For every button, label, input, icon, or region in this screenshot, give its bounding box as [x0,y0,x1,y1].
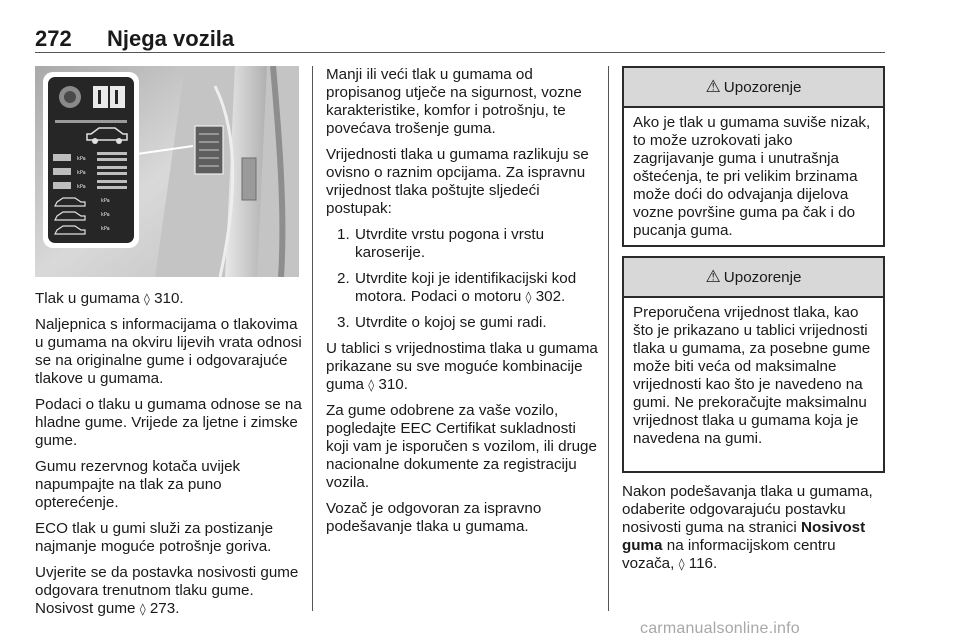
driver-info-page-link[interactable]: 116. [688,555,718,572]
warning-text: Ako je tlak u gumama suviše nizak, to može uzrokovati jako zagrijavanje guma i unutrašnja oštećenja, te pri velikim brzinama može doći do odvajanja dijelova vozne površine guma pa čak i do pucanja guma. [633,114,871,239]
combinations-text: U tablici s vrijednostima tlaka u gumama prikazane su sve moguće kombinacije guma [326,340,598,393]
list-item [326,226,598,262]
cross-reference-icon: ◊ [525,290,532,304]
load-setting-text: Uvjerite se da postavka nosivosti gume odgovara trenutnom tlaku gume. Nosivost gume [35,564,299,617]
procedure-steps [326,226,598,332]
page-number: 272 [35,26,72,51]
warning-header [624,68,883,108]
warning-title: Upozorenje [723,78,802,96]
column-divider-left [312,66,313,611]
step-number: 2. [337,270,350,287]
section-title: Njega vozila [107,26,235,51]
paragraph-driver-responsibility: Vozač je odgovoran za ispravno podešavanje tlaka u gumama. [326,500,542,535]
label-unit-kpa-6: kPa [101,226,110,232]
warning-header [624,258,883,298]
cross-reference-icon: ◊ [368,378,375,392]
engine-data-page-link[interactable]: 302. [535,288,566,305]
column-right-text [622,483,886,581]
tyre-pressure-label-photo [35,66,299,277]
paragraph-cold-tyres: Podaci o tlaku u gumama odnose se na hladne gume. Vrijede za ljetne i zimske gume. [35,396,302,449]
combinations-page-link[interactable]: 310. [378,376,408,393]
door-frame-illustration [35,66,299,277]
label-unit-kpa-1: kPa [77,156,86,162]
paragraph-pressure-values: Vrijednosti tlaka u gumama razlikuju se ovisno o raznim opcijama. Za ispravnu vrijednost tlaka poštujte sljedeći postupak: [326,146,589,217]
load-text-after: na informacijskom centru vozača, [622,537,836,572]
book-icon [93,86,125,108]
paragraph-combinations [326,340,598,394]
load-setting-page-link[interactable]: 273. [149,600,180,617]
warning-box-low-pressure [622,66,885,247]
caption-page-link[interactable]: 310. [154,290,184,307]
column-left [35,290,303,626]
warning-text: Preporučena vrijednost tlaka, kao što je prikazano u tablici vrijednosti tlaka u gumama, za posebne gume može biti veća od maksimalne vrijednosti kao što je navedeno na gumi. Ne prekoračujte maksimalnu vrijednost tlaka u gumama koja je navedena na gumi. [633,304,871,447]
list-item [326,314,598,332]
paragraph-eec-certificate: Za gume odobrene za vaše vozilo, pogledajte EEC Certifikat sukladnosti koji vam je isporučen s vozilom, ili druge nacionalne dokumente za registraciju vozila. [326,402,597,491]
warning-icon: ⚠ [705,267,721,287]
cross-reference-icon: ◊ [143,292,150,306]
paragraph-load-setting-after-adjust [622,483,886,573]
watermark: carmanualsonline.info [640,620,800,637]
paragraph-pressure-effects: Manji ili veći tlak u gumama od propisanog utječe na sigurnost, vozne karakteristike, komfor i potrošnju, te povećava trošenje guma. [326,66,582,137]
step-number: 1. [337,226,350,243]
tyre-icon [59,86,81,108]
column-middle [326,66,598,544]
warning-title: Upozorenje [723,268,802,286]
label-unit-kpa-5: kPa [101,212,110,218]
page-header [35,26,885,52]
label-unit-kpa-2: kPa [77,170,86,176]
paragraph-label-info: Naljepnica s informacijama o tlakovima u gumama na okviru lijevih vrata odnosi se na originalne gume i odgovarajuće tlakove u gumama. [35,316,302,387]
cross-reference-icon: ◊ [678,557,685,571]
photo-caption [35,290,303,308]
cross-reference-icon: ◊ [139,602,146,616]
warning-icon: ⚠ [705,77,721,97]
step-text: Utvrdite vrstu pogona i vrstu karoserije. [355,226,545,261]
paragraph-spare-wheel: Gumu rezervnog kotača uvijek napumpajte na tlak za puno opterećenje. [35,458,241,511]
load-text-before: Nakon podešavanja tlaka u gumama, odaberite odgovarajuću postavku nosivosti guma na stranici [622,483,873,536]
menu-page-name: Nosivost guma [622,519,866,554]
header-rule [35,52,885,53]
paragraph-eco-pressure: ECO tlak u gumi služi za postizanje najmanje moguće potrošnje goriva. [35,520,274,555]
label-unit-kpa-4: kPa [101,198,110,204]
step-text: Utvrdite o kojoj se gumi radi. [355,314,547,331]
column-divider-right [608,66,609,611]
step-text: Utvrdite koji je identifikacijski kod motora. Podaci o motoru [355,270,577,305]
list-item [326,270,598,306]
paragraph-load-setting [35,564,303,618]
warning-box-max-pressure [622,256,885,473]
step-number: 3. [337,314,350,331]
caption-text: Tlak u gumama [35,290,140,307]
label-unit-kpa-3: kPa [77,184,86,190]
